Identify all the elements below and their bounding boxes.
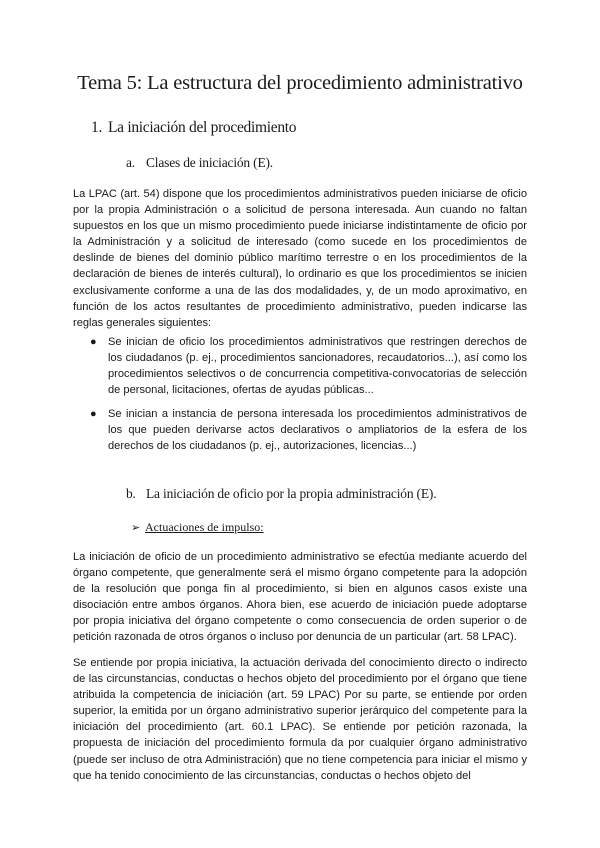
section-heading-1 <box>91 119 296 137</box>
subsection-label-b: La iniciación de oficio por la propia administración (E). <box>146 486 437 501</box>
bullet-icon: ● <box>90 408 97 420</box>
subsection-letter-a: a. <box>126 155 135 170</box>
paragraph-intro: La LPAC (art. 54) dispone que los procedimientos administrativos pueden iniciarse de oficio por la propia Administración o a solicitud de persona interesada. Aun cuando no faltan supuestos en los que un mismo procedimiento puede iniciarse indistintamente de oficio por la Administración y a solicitud de interesado (como sucede en los procedimientos de deslinde de bienes del dominio público marítimo terrestre o en los procedimientos de la declaración de bienes de interés cultural), lo ordinario es que los procedimientos se inicien exclusivamente conforme a una de las dos modalidades, y, de un modo aproximativo, en función de los actos resultantes de procedimiento administrativo, pueden indicarse las reglas generales siguientes: <box>73 188 527 329</box>
subsection-letter-b: b. <box>126 486 136 501</box>
subheading-impulso <box>131 520 264 535</box>
subsection-heading-b <box>126 486 436 502</box>
subheading-label: Actuaciones de impulso: <box>145 520 264 534</box>
subsection-label-a: Clases de iniciación (E). <box>146 155 273 170</box>
paragraph-iniciacion-oficio: La iniciación de oficio de un procedimiento administrativo se efectúa mediante acuerdo del órgano competente, que generalmente será el mismo órgano competente para la adopción de la resolución que ponga fin al procedimiento, si bien en algunos casos existe una disociación entre ambos órganos. Ahora bien, ese acuerdo de iniciación puede adoptarse por propia iniciativa del órgano competente o como consecuencia de orden superior o de petición razonada de otros órganos o incluso por denuncia de un particular (art. 58 LPAC). <box>73 551 527 644</box>
bullet-text: Se inician a instancia de persona interesada los procedimientos administrativos de los que pueden derivarse actos declarativos o ampliatorios de la esfera de los derechos de los ciudadanos (p. ej., autorizaciones, licencias...) <box>108 408 527 453</box>
list-item <box>73 334 527 398</box>
bullet-icon: ● <box>90 336 97 348</box>
page-title: Tema 5: La estructura del procedimiento administrativo <box>77 72 523 94</box>
subsection-heading-a <box>126 155 273 171</box>
paragraph-propia-iniciativa: Se entiende por propia iniciativa, la actuación derivada del conocimiento directo o indirecto de las circunstancias, conductas o hechos objeto del procedimiento por el órgano que tiene atribuida la competencia de iniciación (art. 59 LPAC) Por su parte, se entiende por orden superior, la emitida por un órgano administrativo superior jerárquico del competente para la iniciación del procedimiento (art. 60.1 LPAC). Se entiende por petición razonada, la propuesta de iniciación del procedimiento formula da por cualquier órgano administrativo (puede ser incluso de otra Administración) que no tiene competencia para iniciar el mismo y que ha tenido conocimiento de las circunstancias, conductas o hechos objeto del <box>73 657 527 782</box>
section-number: 1. <box>91 119 103 136</box>
bullet-text: Se inician de oficio los procedimientos administrativos que restringen derechos de los ciudadanos (p. ej., procedimientos sancionadores, recaudatorios...), así como los procedimientos selectivos o de concurrencia competitiva-convocatorias de selección de personal, licitaciones, ofertas de ayudas públicas... <box>108 336 527 397</box>
arrow-bullet-icon: ➢ <box>131 522 141 534</box>
bullet-list-1 <box>73 334 527 398</box>
section-label: La iniciación del procedimiento <box>108 119 297 136</box>
bullet-list-2 <box>73 406 527 454</box>
list-item <box>73 406 527 454</box>
